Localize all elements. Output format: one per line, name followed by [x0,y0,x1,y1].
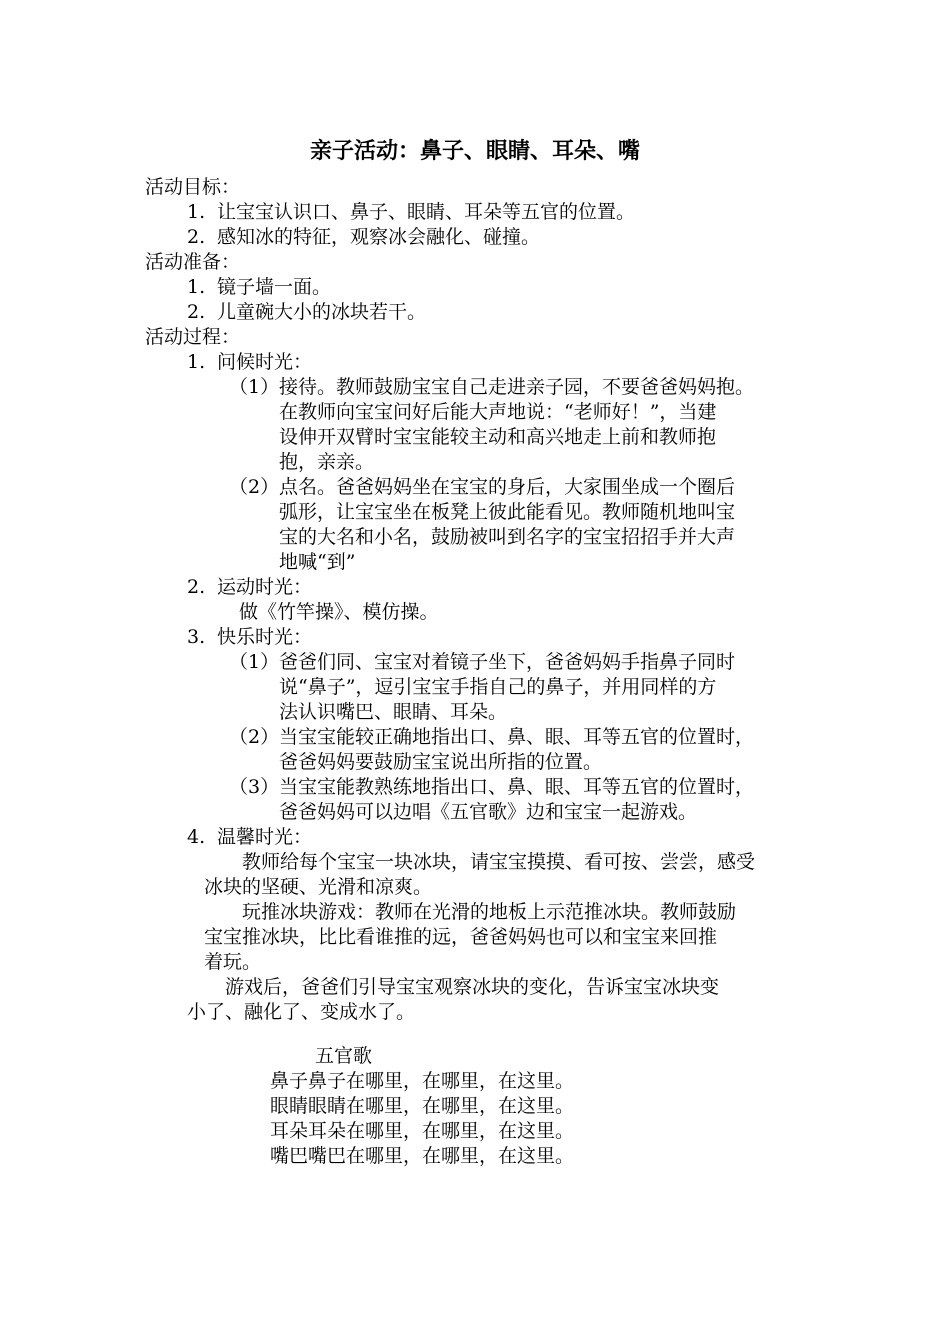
step-heading: 2. 运动时光： [187,576,313,598]
paragraph [145,975,825,1025]
goal-item: 2. 感知冰的特征，观察冰会融化、碰撞。 [187,226,541,248]
text-line: 当宝宝能教熟练地指出口、鼻、眼、耳等五官的位置时， [279,776,755,798]
text-line: 在教师向宝宝问好后能大声地说：“老师好！”，当建 [279,401,717,423]
sub-step [145,375,825,475]
text-line: 爸爸妈妈可以边唱《五官歌》边和宝宝一起游戏。 [279,801,698,823]
text-line: 着玩。 [204,951,262,973]
text-line: 玩推冰块游戏：教师在光滑的地板上示范推冰块。教师鼓励 [204,901,737,923]
step-heading: 1. 问候时光： [187,351,313,373]
text-line: 宝宝推冰块，比比看谁推的远，爸爸妈妈也可以和宝宝来回推 [204,926,718,948]
song-line: 鼻子鼻子在哪里，在哪里，在这里。 [270,1070,575,1092]
prep-item: 2. 儿童碗大小的冰块若干。 [187,301,427,323]
text-line: 爸爸们同、宝宝对着镜子坐下，爸爸妈妈手指鼻子同时 [279,651,736,673]
document-title: 亲子活动：鼻子、眼睛、耳朵、嘴 [309,138,640,164]
text-line: 抱，亲亲。 [279,451,375,473]
sub-step [145,725,825,775]
song-line: 嘴巴嘴巴在哪里，在哪里，在这里。 [270,1145,575,1167]
text-line: 弧形，让宝宝坐在板凳上彼此能看见。教师随机地叫宝 [279,501,736,523]
step-heading: 4. 温馨时光： [187,826,313,848]
text-line: 冰块的坚硬、光滑和凉爽。 [204,876,433,898]
text-line: 当宝宝能较正确地指出口、鼻、眼、耳等五官的位置时， [279,726,755,748]
paragraph [145,850,824,900]
sub-step [145,475,825,575]
sub-step [145,775,825,825]
text-line: 游戏后，爸爸们引导宝宝观察冰块的变化，告诉宝宝冰块变 [187,976,720,998]
sub-step [145,650,825,725]
song-title: 五官歌 [315,1045,373,1067]
prep-heading: 活动准备： [145,251,241,273]
sub-step-label: （3） [229,776,280,798]
goals-heading: 活动目标： [145,176,241,198]
text-line: 法认识嘴巴、眼睛、耳朵。 [279,701,508,723]
sub-step-label: （2） [229,476,280,498]
document-body [145,175,825,1025]
step-heading: 3. 快乐时光： [187,626,313,648]
text-line: 地喊“到” [279,551,356,573]
text-line: 爸爸妈妈要鼓励宝宝说出所指的位置。 [279,751,603,773]
prep-item: 1. 镜子墙一面。 [187,276,332,298]
sub-step-label: （1） [229,651,280,673]
process-heading: 活动过程： [145,326,241,348]
goal-item: 1. 让宝宝认识口、鼻子、眼睛、耳朵等五官的位置。 [187,201,636,223]
text-line: 设伸开双臂时宝宝能较主动和高兴地走上前和教师抱 [279,426,717,448]
text-line: 教师给每个宝宝一块冰块，请宝宝摸摸、看可按、尝尝，感受 [204,851,756,873]
text-line: 宝的大名和小名，鼓励被叫到名字的宝宝招招手并大声 [279,526,736,548]
paragraph [145,900,824,975]
text-line: 说“鼻子”，逗引宝宝手指自己的鼻子，并用同样的方 [279,676,717,698]
song-line: 眼睛眼睛在哪里，在哪里，在这里。 [270,1095,575,1117]
step-body: 做《竹竿操》、模仿操。 [239,601,439,623]
text-line: 点名。爸爸妈妈坐在宝宝的身后，大家围坐成一个圈后 [279,476,736,498]
text-line: 小了、融化了、变成水了。 [187,1001,416,1023]
sub-step-label: （2） [229,726,280,748]
sub-step-label: （1） [229,376,280,398]
text-line: 接待。教师鼓励宝宝自己走进亲子园，不要爸爸妈妈抱。 [279,376,755,398]
song-line: 耳朵耳朵在哪里，在哪里，在这里。 [270,1120,575,1142]
song-block [270,1044,574,1169]
